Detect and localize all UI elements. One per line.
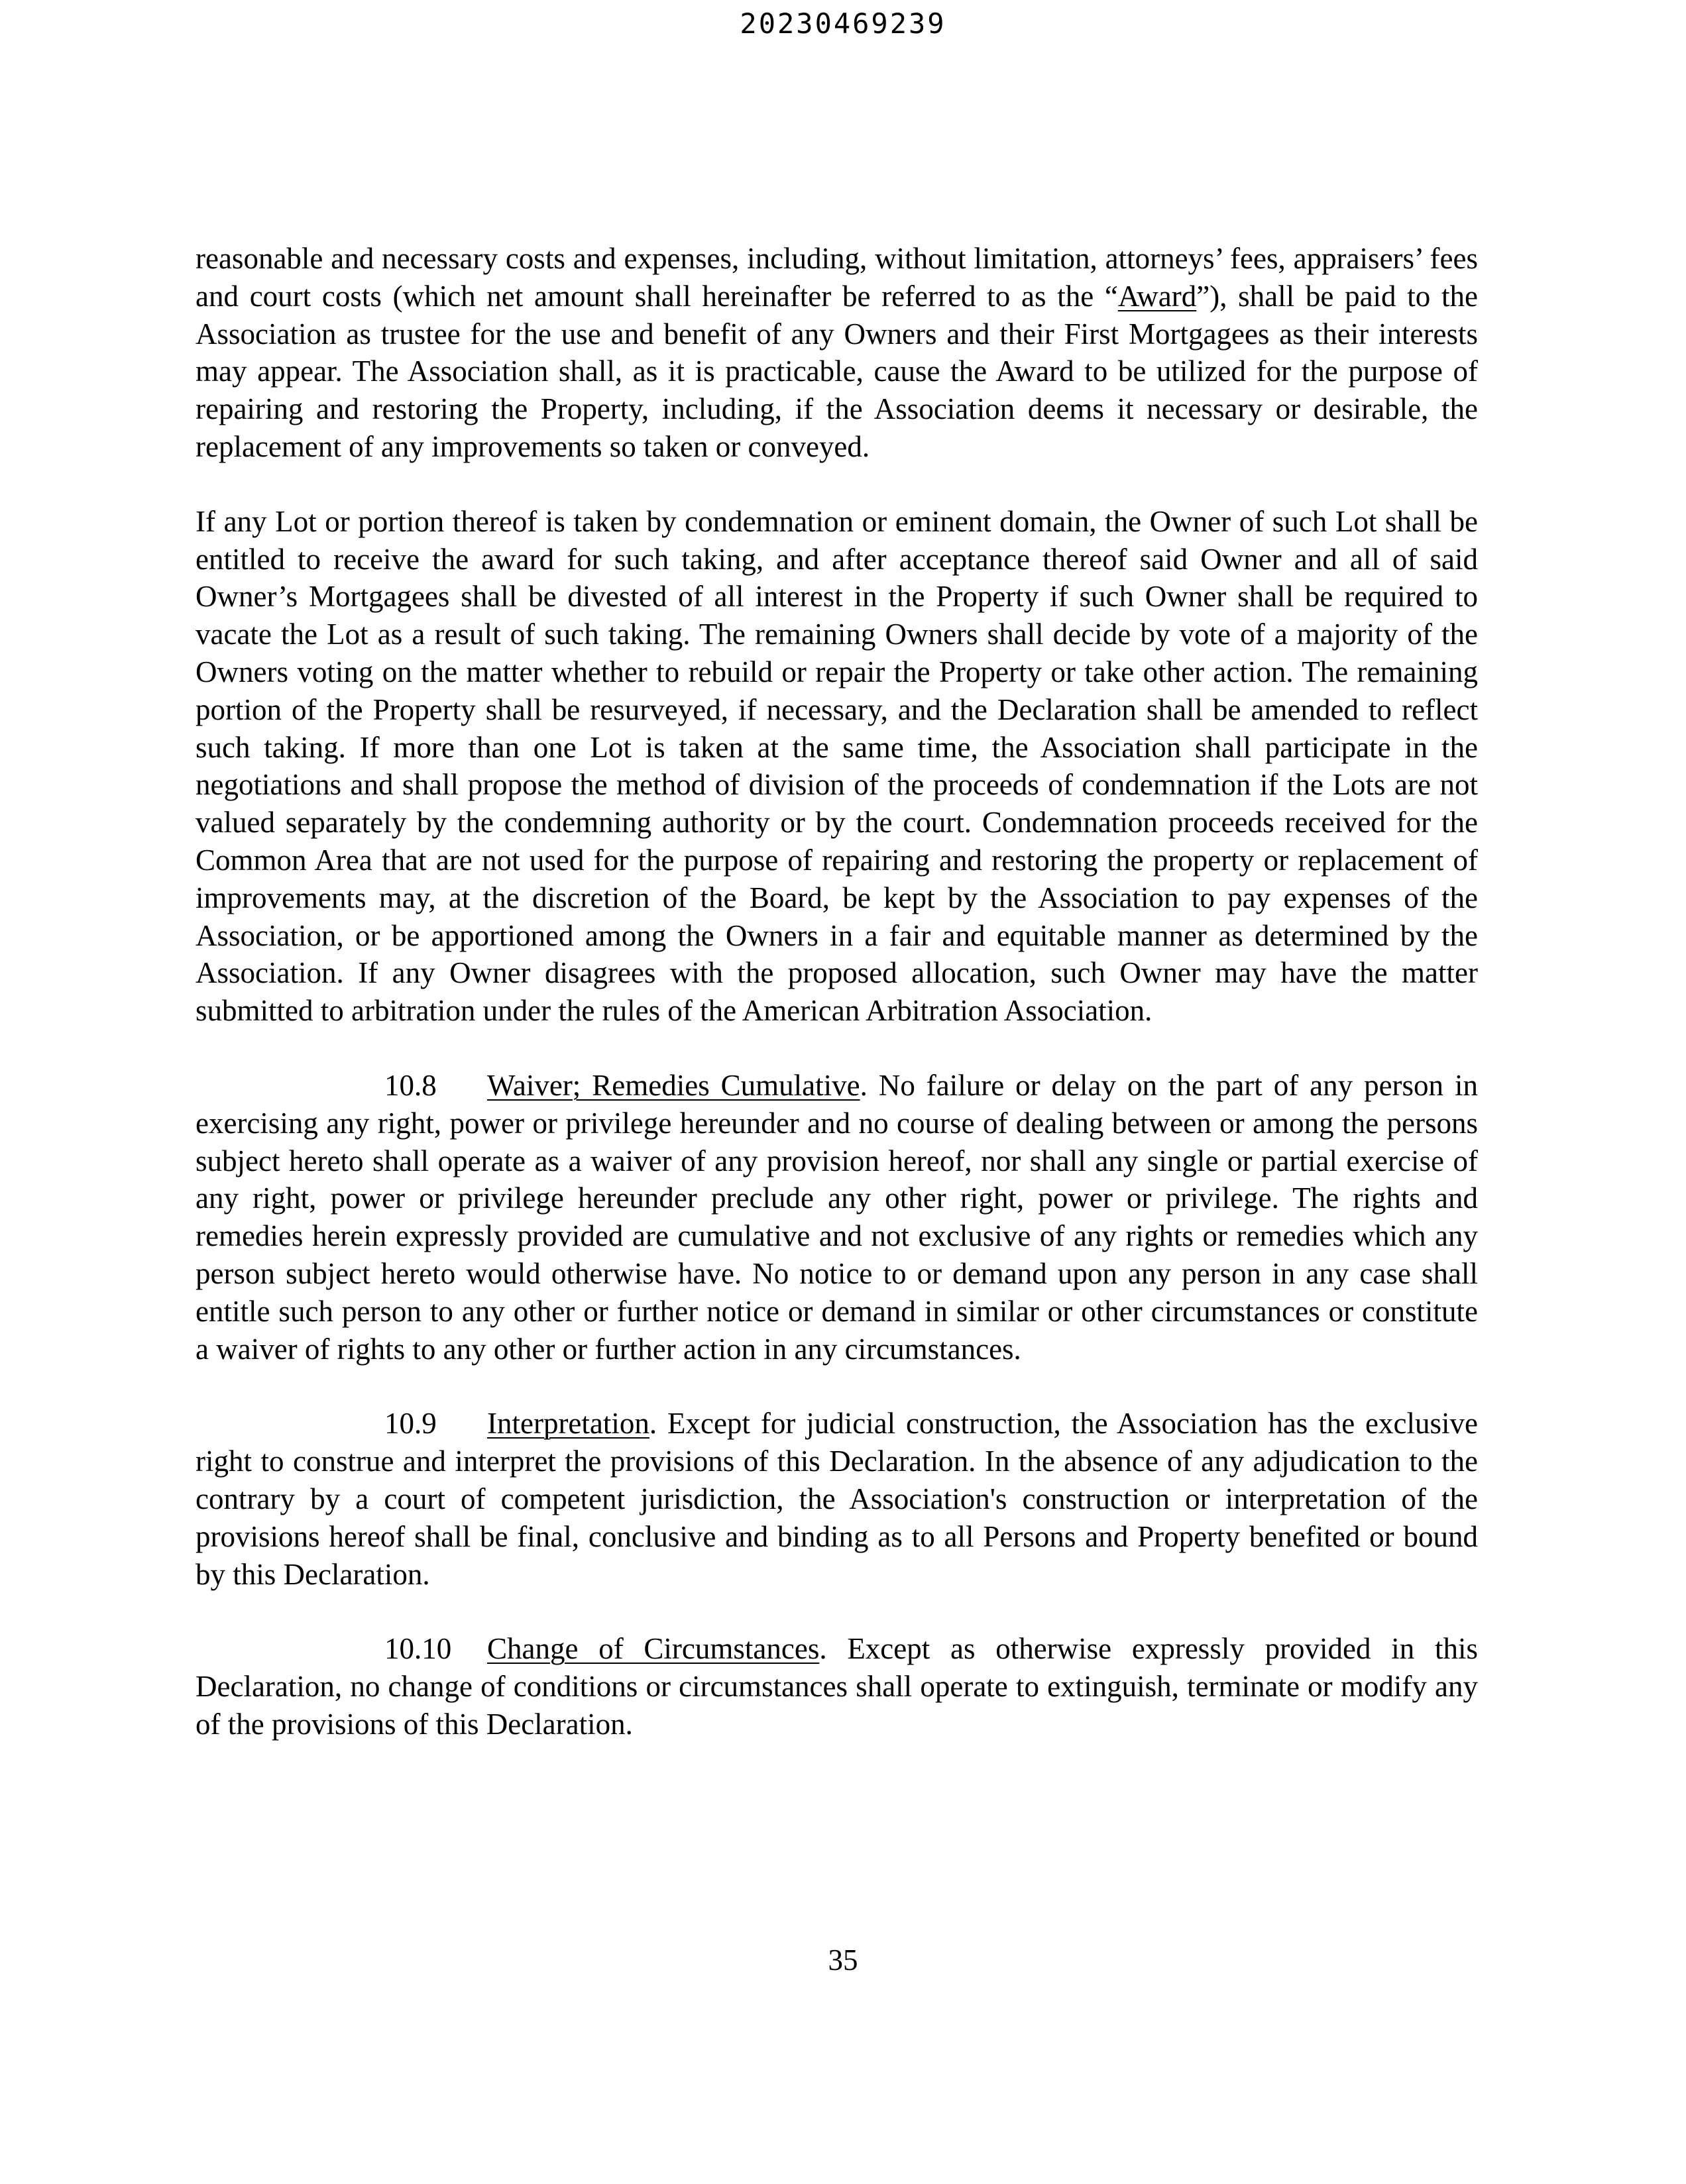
section-body: . Except as otherwise expressly provided in this Declaration, no change of conditions or circumstances shall operate to extinguish, terminate or modify any of the provisions of this Declaration. [196,1632,1479,1741]
section-number: 10.9 [384,1407,437,1441]
section-heading: Change of Circumstances [487,1632,820,1666]
page-body [196,240,1478,1743]
paragraph-lot-condemnation [196,503,1478,1030]
document-number: 20230469239 [740,7,946,40]
section-number: 10.8 [384,1068,437,1102]
section-number: 10.10 [384,1632,452,1666]
section-body: . No failure or delay on the part of any person in exercising any right, power or privilege hereunder and no course of dealing between or among the persons subject hereto shall operate as a waiver of any provision hereof, nor shall any single or partial exercise of any right, power or privilege hereunder preclude any other right, power or privilege. The rights and remedies herein expressly provided are cumulative and not exclusive of any rights or remedies which any person subject hereto would otherwise have. No notice to or demand upon any person in any case shall entitle such person to any other or further notice or demand in similar or other circumstances or constitute a waiver of rights to any other or further action in any circumstances. [196,1068,1478,1366]
paragraph-award-text-1: reasonable and necessary costs and expenses, including, without limitation, attorneys’ fees, appraisers’ fees and court costs (which net amount shall hereinafter be referred to as the “ [196,242,1478,313]
section-heading: Waiver; Remedies Cumulative [487,1068,860,1102]
paragraph-award [196,240,1478,466]
award-defined-term: Award [1117,279,1197,313]
section-10-9 [196,1405,1478,1593]
paragraph-lot-condemnation-text: If any Lot or portion thereof is taken by condemnation or eminent domain, the Owner of such Lot shall be entitled to receive the award for such taking, and after acceptance thereof said Owner and all of said Owner’s Mortgagees shall be divested of all interest in the Property if such Owner shall be required to vacate the Lot as a result of such taking. The remaining Owners shall decide by vote of a majority of the Owners voting on the matter whether to rebuild or repair the Property or take other action. The remaining portion of the Property shall be resurveyed, if necessary, and the Declaration shall be amended to reflect such taking. If more than one Lot is taken at the same time, the Association shall participate in the negotiations and shall propose the method of division of the proceeds of condemnation if the Lots are not valued separately by the condemning authority or by the court. Condemnation proceeds received for the Common Area that are not used for the purpose of repairing and restoring the property or replacement of improvements may, at the discretion of the Board, be kept by the Association to pay expenses of the Association, or be apportioned among the Owners in a fair and equitable manner as determined by the Association. If any Owner disagrees with the proposed allocation, such Owner may have the matter submitted to arbitration under the rules of the American Arbitration Association. [196,504,1478,1028]
section-heading: Interpretation [487,1407,649,1441]
section-10-10 [196,1630,1478,1743]
paragraph-award-text-2: ”), shall be paid to the Association as trustee for the use and benefit of any Owners and their First Mortgagees as their interests may appear. The Association shall, as it is practicable, cause the Award to be utilized for the purpose of repairing and restoring the Property, including, if the Association deems it necessary or desirable, the replacement of any improvements so taken or conveyed. [196,279,1478,463]
page-number: 35 [828,1943,858,1977]
section-body: . Except for judicial construction, the Association has the exclusive right to construe and interpret the provisions of this Declaration. In the absence of any adjudication to the contrary by a court of competent jurisdiction, the Association's construction or interpretation of the provisions hereof shall be final, conclusive and binding as to all Persons and Property benefited or bound by this Declaration. [196,1407,1478,1591]
section-10-8 [196,1067,1478,1368]
